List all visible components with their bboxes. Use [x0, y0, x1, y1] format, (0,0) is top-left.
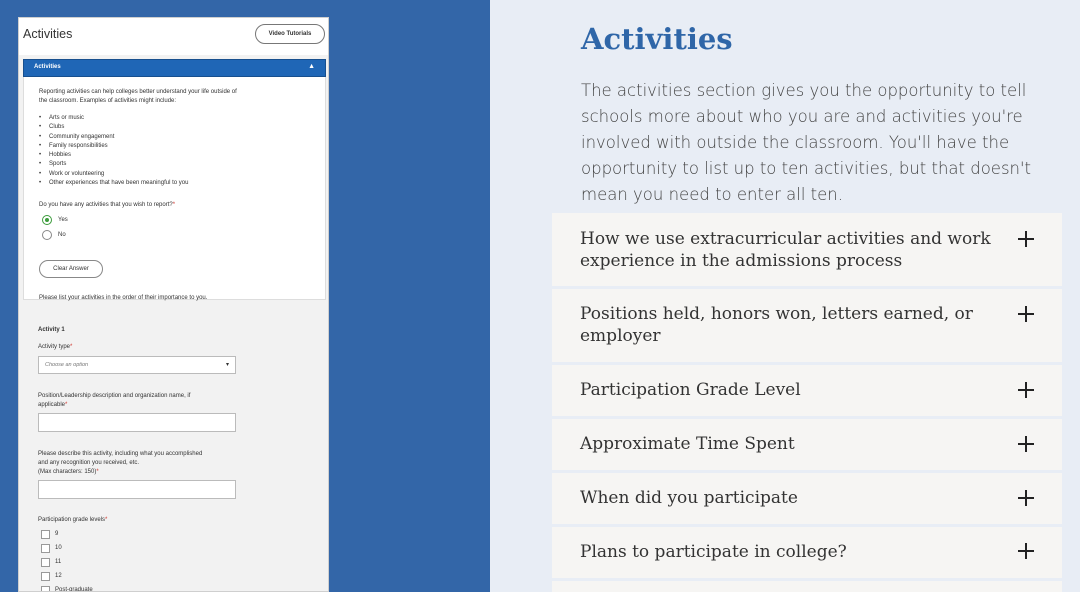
faq-item-time-spent[interactable] [552, 419, 1062, 470]
page-description: The activities section gives you the opportunity to tell schools more about who you are and activities you're involved with outside the classroom. You'll have the opportunity to list up to ten activities, but that doesn't mean you need to enter all ten. [581, 81, 1032, 204]
list-item: • Family responsibilities [39, 142, 188, 151]
page-title: Activities [581, 22, 733, 56]
activity-type-label: Activity type* [38, 344, 73, 350]
list-item: • Sports [39, 160, 188, 169]
plus-icon[interactable] [1018, 231, 1034, 247]
left-panel [0, 0, 490, 592]
checkbox-icon[interactable] [41, 530, 50, 539]
radio-no[interactable]: No [42, 230, 66, 240]
activities-accordion-header[interactable] [23, 59, 326, 77]
activities-question: Do you have any activities that you wish to report?* [39, 202, 176, 208]
plus-icon[interactable] [1018, 543, 1034, 559]
describe-label: Please describe this activity, including what you accomplished and any recognition you received, etc. (Max characters: 150)* [38, 451, 203, 475]
clear-answer-button[interactable]: Clear Answer [39, 260, 103, 278]
intro-text: Reporting activities can help colleges better understand your life outside of the classroom. Examples of activities might include: [39, 89, 237, 104]
intro-section [23, 77, 326, 300]
describe-input[interactable] [38, 480, 236, 499]
checkbox-icon[interactable] [41, 558, 50, 567]
video-tutorials-button[interactable]: Video Tutorials [255, 24, 325, 44]
faq-accordion [552, 213, 1062, 592]
radio-yes[interactable]: Yes [42, 215, 68, 225]
faq-item-college-plans[interactable] [552, 527, 1062, 578]
grade-9-checkbox[interactable]: 9 [41, 530, 58, 539]
list-item: • Clubs [39, 123, 188, 132]
checkbox-icon[interactable] [41, 544, 50, 553]
faq-item-when-participate[interactable] [552, 473, 1062, 524]
list-item: • Hobbies [39, 151, 188, 160]
faq-question: Plans to participate in college? [580, 542, 847, 562]
faq-item-next[interactable] [552, 581, 1062, 592]
plus-icon[interactable] [1018, 382, 1034, 398]
list-item: • Other experiences that have been meaningful to you [39, 179, 188, 188]
grade-12-checkbox[interactable]: 12 [41, 572, 62, 581]
faq-question: Approximate Time Spent [580, 434, 795, 454]
plus-icon[interactable] [1018, 436, 1034, 452]
activity-heading: Activity 1 [38, 327, 65, 333]
accordion-label: Activities [34, 64, 61, 70]
grade-levels-label: Participation grade levels* [38, 517, 108, 523]
grade-10-checkbox[interactable]: 10 [41, 544, 62, 553]
order-note: Please list your activities in the order of their importance to you. [39, 295, 208, 301]
plus-icon[interactable] [1018, 306, 1034, 322]
faq-question: Positions held, honors won, letters earned, or employer [580, 304, 973, 346]
list-item: • Arts or music [39, 114, 188, 123]
activity-type-select[interactable]: Choose an option ▾ [38, 356, 236, 374]
faq-item-grade-level[interactable] [552, 365, 1062, 416]
list-item: • Community engagement [39, 133, 188, 142]
faq-question: Participation Grade Level [580, 380, 801, 400]
form-header [19, 18, 328, 55]
faq-item-positions[interactable] [552, 289, 1062, 362]
activity-1-section [23, 300, 326, 592]
plus-icon[interactable] [1018, 490, 1034, 506]
chevron-up-icon: ▲ [308, 63, 315, 70]
form-title: Activities [23, 27, 73, 41]
grade-postgrad-checkbox[interactable]: Post-graduate [41, 586, 93, 592]
position-label: Position/Leadership description and organization name, if applicable* [38, 393, 191, 408]
faq-question: How we use extracurricular activities and work experience in the admissions process [580, 229, 991, 271]
position-input[interactable] [38, 413, 236, 432]
faq-item-extracurricular[interactable] [552, 213, 1062, 286]
form-screenshot [18, 17, 329, 592]
faq-question: When did you participate [580, 488, 798, 508]
list-item: • Work or volunteering [39, 170, 188, 179]
caret-down-icon: ▾ [225, 362, 229, 368]
radio-unselected-icon[interactable] [42, 230, 52, 240]
checkbox-icon[interactable] [41, 572, 50, 581]
checkbox-icon[interactable] [41, 586, 50, 592]
radio-selected-icon[interactable] [42, 215, 52, 225]
examples-list [39, 114, 188, 188]
grade-11-checkbox[interactable]: 11 [41, 558, 61, 567]
